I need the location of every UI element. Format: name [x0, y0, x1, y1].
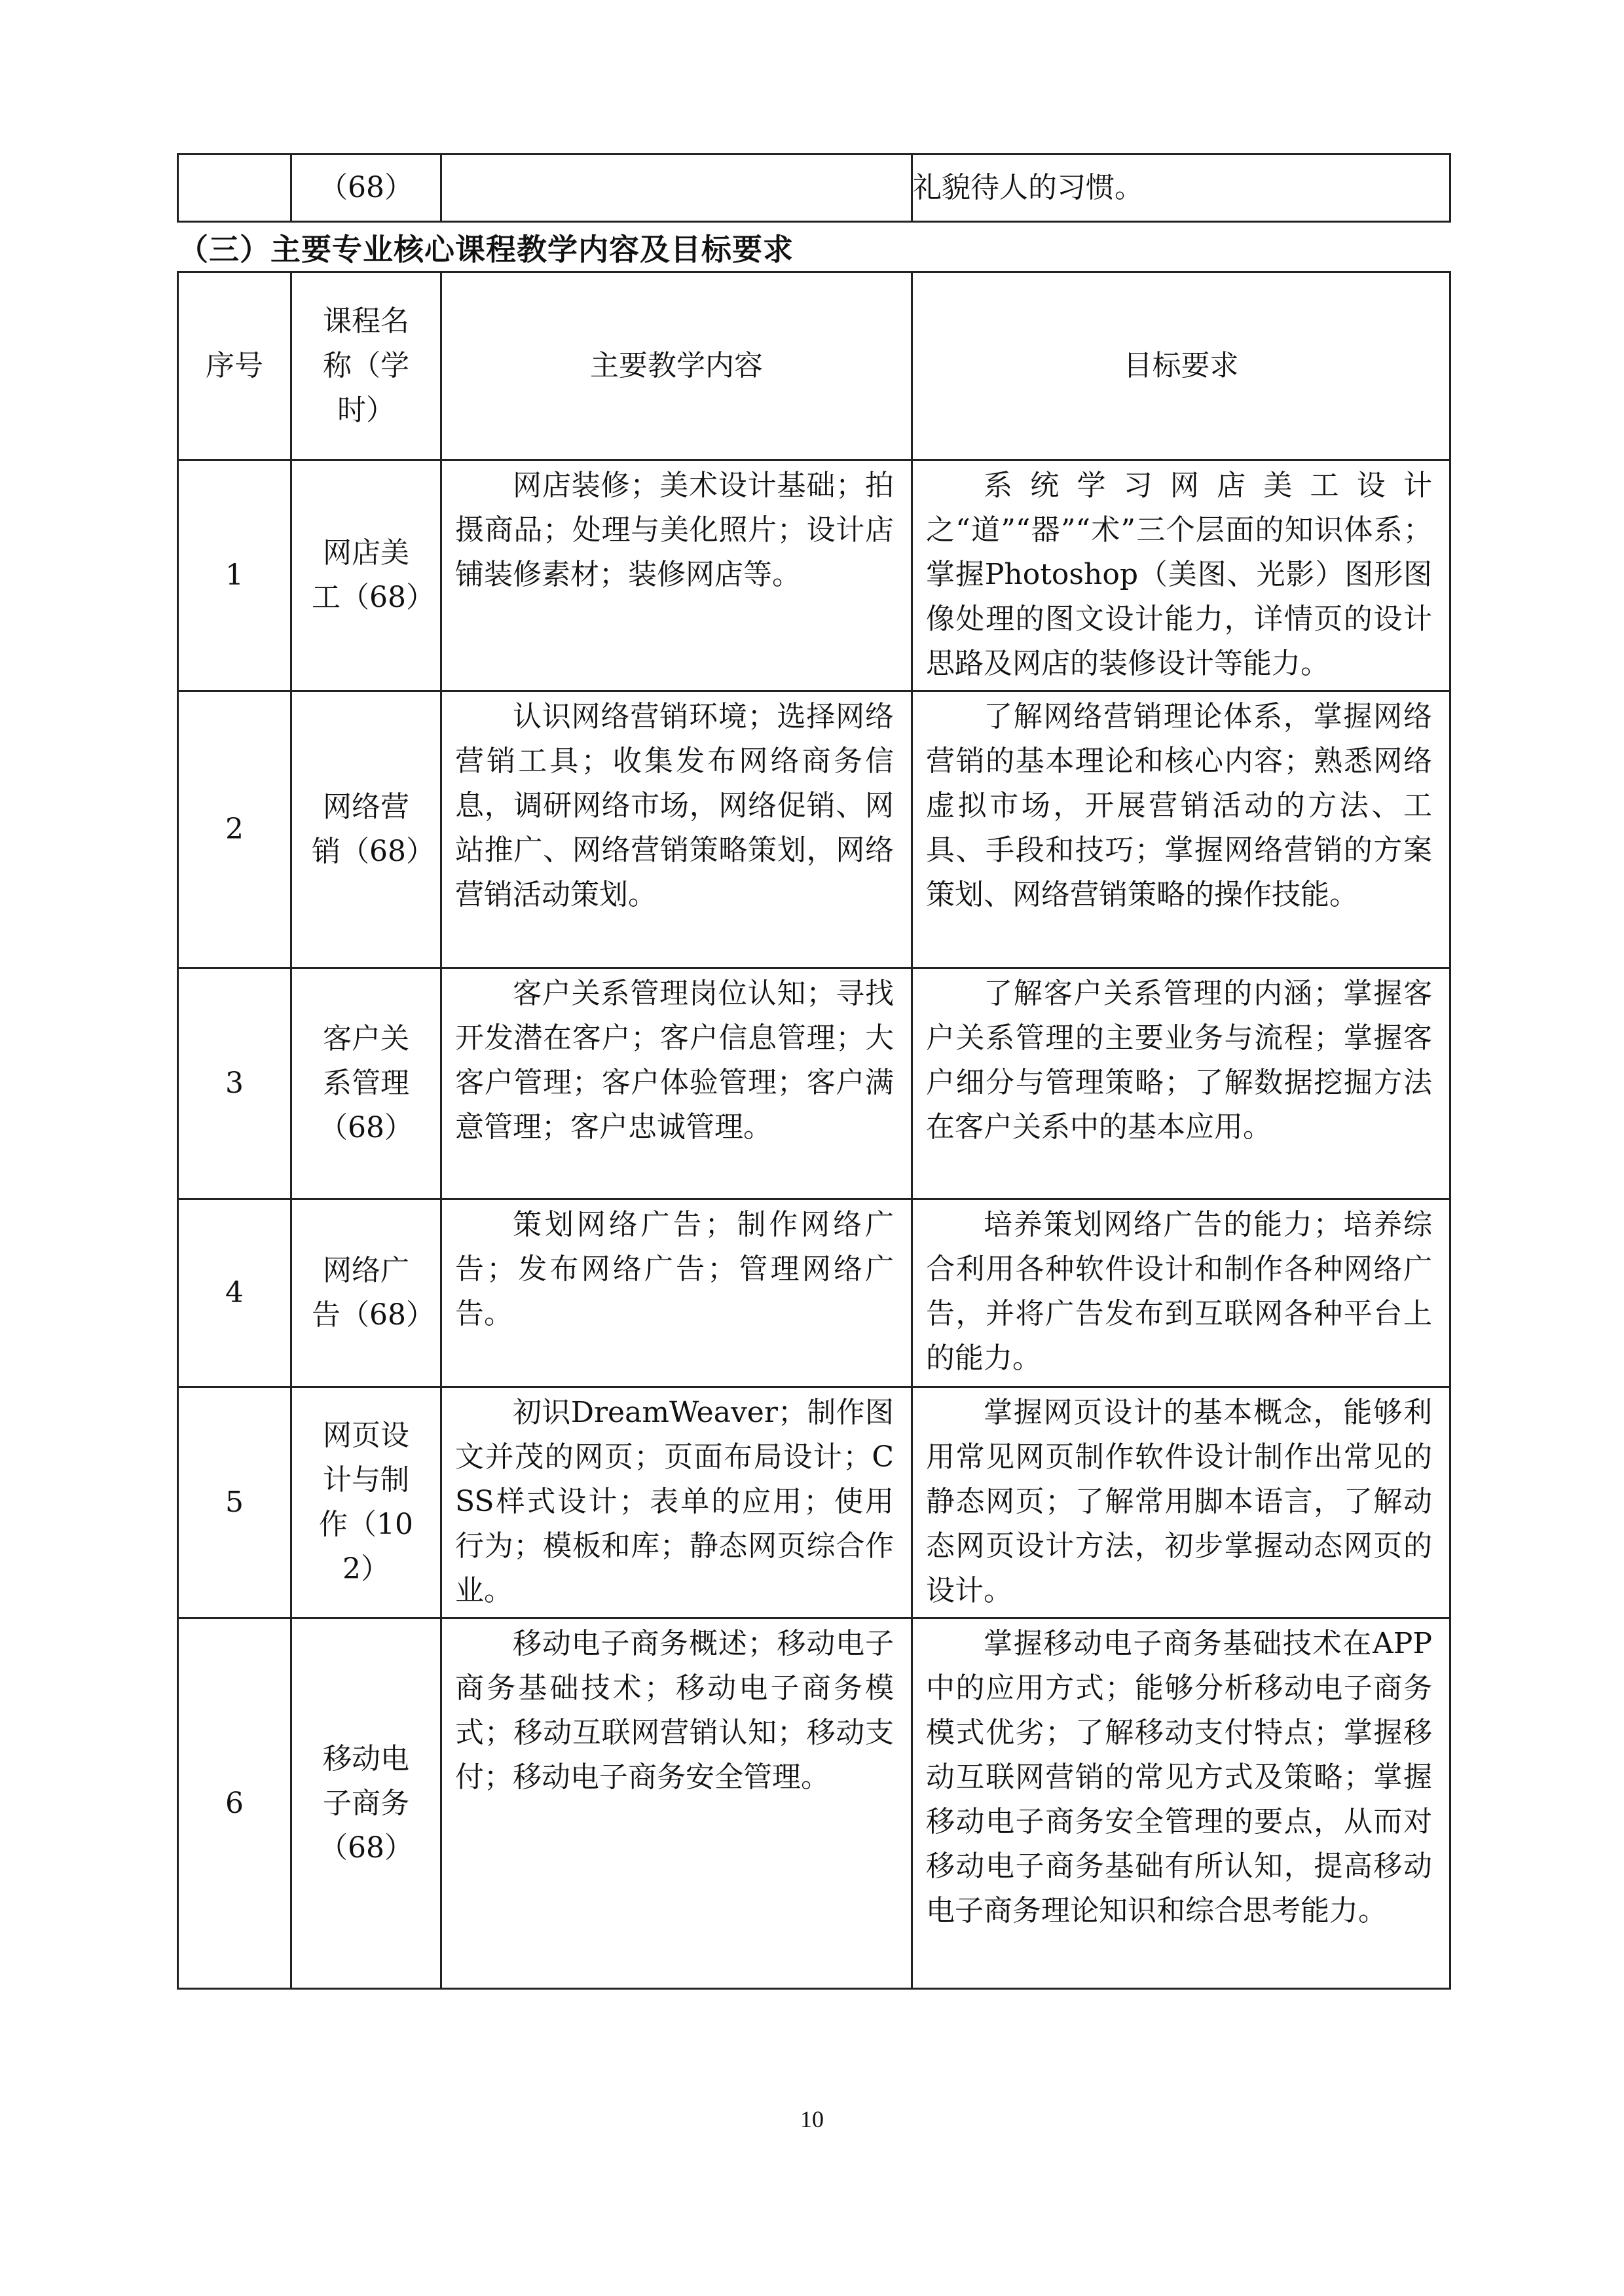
table-row [178, 460, 1450, 691]
table-row [178, 968, 1450, 1199]
row-course-name [291, 968, 441, 1199]
content-text: 客户关系管理岗位认知；寻找开发潜在客户；客户信息管理；大客户管理；客户体验管理；客户满意管理；客户忠诚管理。 [455, 977, 894, 1144]
course-name-text: 网店美工（68） [312, 536, 435, 614]
header-num: 序号 [178, 272, 291, 460]
continued-content-cell [441, 155, 912, 222]
continued-hours-cell: （68） [291, 155, 441, 222]
header-content: 主要教学内容 [441, 272, 912, 460]
row-content [441, 691, 912, 968]
course-name-text: 客户关系管理（68） [319, 1022, 413, 1144]
continued-goal-cell: 礼貌待人的习惯。 [912, 155, 1450, 222]
course-name-text: 网页设计与制作（102） [319, 1419, 413, 1586]
goal-text: 培养策划网络广告的能力；培养综合利用各种软件设计和制作各种网络广告，并将广告发布到互联网各种平台上的能力。 [926, 1208, 1432, 1375]
row-goal [912, 1618, 1450, 1989]
row-content [441, 1199, 912, 1387]
row-num: 3 [178, 968, 291, 1199]
page-number: 10 [800, 2106, 824, 2132]
row-num: 2 [178, 691, 291, 968]
course-name-text: 网络营销（68） [312, 790, 435, 868]
row-goal [912, 460, 1450, 691]
goal-text: 了解客户关系管理的内涵；掌握客户关系管理的主要业务与流程；掌握客户细分与管理策略；了解数据挖掘方法在客户关系中的基本应用。 [926, 977, 1432, 1144]
row-course-name [291, 1199, 441, 1387]
table-header-row [178, 272, 1450, 460]
course-name-text: 移动电子商务（68） [319, 1741, 413, 1865]
section-title: （三）主要专业核心课程教学内容及目标要求 [178, 232, 794, 267]
row-course-name [291, 1387, 441, 1618]
row-content [441, 460, 912, 691]
row-goal [912, 691, 1450, 968]
row-num: 5 [178, 1387, 291, 1618]
goal-text: 掌握网页设计的基本概念，能够利用常见网页制作软件设计制作出常见的静态网页；了解常用脚本语言，了解动态网页设计方法，初步掌握动态网页的设计。 [926, 1396, 1432, 1607]
header-name-text: 课程名称（学时） [323, 304, 409, 427]
row-course-name [291, 1618, 441, 1989]
content-text: 认识网络营销环境；选择网络营销工具；收集发布网络商务信息，调研网络市场，网络促销、网站推广、网络营销策略策划，网络营销活动策划。 [455, 700, 894, 911]
continued-num-cell [178, 155, 291, 222]
continued-row [178, 155, 1450, 222]
row-content [441, 1618, 912, 1989]
continued-table [177, 153, 1451, 223]
goal-text: 系统学习网店美工设计之“道”“器”“术”三个层面的知识体系；掌握Photoshop（美图、光影）图形图像处理的图文设计能力，详情页的设计思路及网店的装修设计等能力。 [926, 469, 1432, 680]
row-goal [912, 1199, 1450, 1387]
row-content [441, 1387, 912, 1618]
content-text: 网店装修；美术设计基础；拍摄商品；处理与美化照片；设计店铺装修素材；装修网店等。 [455, 469, 894, 591]
row-goal [912, 1387, 1450, 1618]
row-num: 4 [178, 1199, 291, 1387]
content-text: 移动电子商务概述；移动电子商务基础技术；移动电子商务模式；移动互联网营销认知；移动支付；移动电子商务安全管理。 [455, 1627, 894, 1794]
header-name [291, 272, 441, 460]
goal-text: 掌握移动电子商务基础技术在APP中的应用方式；能够分析移动电子商务模式优劣；了解移动支付特点；掌握移动互联网营销的常见方式及策略；掌握移动电子商务安全管理的要点，从而对移动电子商务基础有所认知，提高移动电子商务理论知识和综合思考能力。 [926, 1627, 1432, 1927]
header-goal: 目标要求 [912, 272, 1450, 460]
row-num: 6 [178, 1618, 291, 1989]
row-goal [912, 968, 1450, 1199]
row-course-name [291, 691, 441, 968]
table-row [178, 1387, 1450, 1618]
course-name-text: 网络广告（68） [312, 1254, 435, 1332]
row-course-name [291, 460, 441, 691]
table-row [178, 1199, 1450, 1387]
goal-text: 了解网络营销理论体系，掌握网络营销的基本理论和核心内容；熟悉网络虚拟市场，开展营销活动的方法、工具、手段和技巧；掌握网络营销的方案策划、网络营销策略的操作技能。 [926, 700, 1432, 911]
course-table [177, 271, 1451, 1990]
table-row [178, 691, 1450, 968]
content-text: 初识DreamWeaver；制作图文并茂的网页；页面布局设计；CSS样式设计；表单的应用；使用行为；模板和库；静态网页综合作业。 [455, 1396, 894, 1607]
row-content [441, 968, 912, 1199]
row-num: 1 [178, 460, 291, 691]
table-row [178, 1618, 1450, 1989]
content-text: 策划网络广告；制作网络广告；发布网络广告；管理网络广告。 [455, 1208, 894, 1330]
